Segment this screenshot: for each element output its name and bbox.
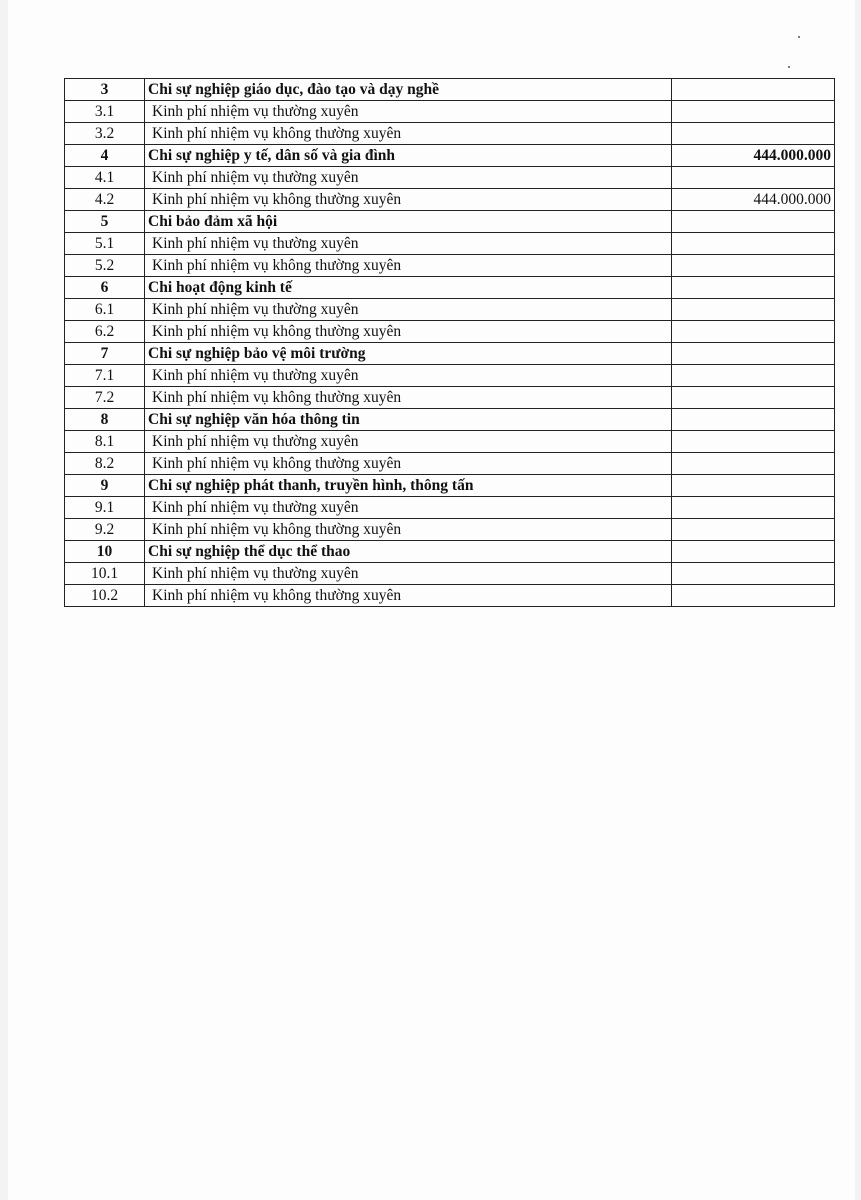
row-amount-cell (672, 299, 835, 321)
row-name-cell: Kinh phí nhiệm vụ thường xuyên (145, 299, 672, 321)
table-row (65, 563, 835, 585)
table-row (65, 123, 835, 145)
row-number-cell: 9 (65, 475, 145, 497)
row-amount-cell (672, 123, 835, 145)
row-name-cell: Kinh phí nhiệm vụ không thường xuyên (145, 387, 672, 409)
table-row (65, 585, 835, 607)
row-number-cell: 7.2 (65, 387, 145, 409)
row-name-cell: Kinh phí nhiệm vụ thường xuyên (145, 365, 672, 387)
row-name-cell: Kinh phí nhiệm vụ không thường xuyên (145, 255, 672, 277)
table-row (65, 299, 835, 321)
row-number-cell: 5.2 (65, 255, 145, 277)
row-number-cell: 10 (65, 541, 145, 563)
row-amount-cell (672, 233, 835, 255)
row-name-cell: Chi sự nghiệp phát thanh, truyền hình, thông tấn (145, 475, 672, 497)
table-row (65, 497, 835, 519)
row-amount-cell (672, 277, 835, 299)
row-number-cell: 3 (65, 79, 145, 101)
row-name-cell: Kinh phí nhiệm vụ thường xuyên (145, 233, 672, 255)
row-number-cell: 4.2 (65, 189, 145, 211)
row-number-cell: 10.1 (65, 563, 145, 585)
row-name-cell: Chi sự nghiệp bảo vệ môi trường (145, 343, 672, 365)
scan-speck (788, 66, 790, 68)
row-number-cell: 3.1 (65, 101, 145, 123)
row-number-cell: 6.2 (65, 321, 145, 343)
table-section-row (65, 541, 835, 563)
row-number-cell: 4 (65, 145, 145, 167)
budget-table-body (65, 79, 835, 607)
table-section-row (65, 409, 835, 431)
row-number-cell: 5.1 (65, 233, 145, 255)
row-name-cell: Chi hoạt động kinh tế (145, 277, 672, 299)
table-row (65, 255, 835, 277)
row-number-cell: 4.1 (65, 167, 145, 189)
row-number-cell: 9.1 (65, 497, 145, 519)
row-amount-cell (672, 475, 835, 497)
table-row (65, 453, 835, 475)
row-amount-cell (672, 497, 835, 519)
row-name-cell: Chi sự nghiệp thể dục thể thao (145, 541, 672, 563)
table-row (65, 431, 835, 453)
row-name-cell: Kinh phí nhiệm vụ không thường xuyên (145, 189, 672, 211)
row-amount-cell (672, 453, 835, 475)
row-name-cell: Chi sự nghiệp giáo dục, đào tạo và dạy nghề (145, 79, 672, 101)
table-section-row (65, 145, 835, 167)
row-amount-cell (672, 101, 835, 123)
row-name-cell: Chi sự nghiệp y tế, dân số và gia đình (145, 145, 672, 167)
row-number-cell: 8 (65, 409, 145, 431)
row-name-cell: Kinh phí nhiệm vụ thường xuyên (145, 101, 672, 123)
row-amount-cell (672, 585, 835, 607)
table-row (65, 233, 835, 255)
row-amount-cell (672, 541, 835, 563)
table-section-row (65, 475, 835, 497)
row-number-cell: 7.1 (65, 365, 145, 387)
row-name-cell: Kinh phí nhiệm vụ không thường xuyên (145, 453, 672, 475)
row-amount-cell (672, 519, 835, 541)
row-amount-cell (672, 387, 835, 409)
row-number-cell: 8.2 (65, 453, 145, 475)
row-name-cell: Kinh phí nhiệm vụ không thường xuyên (145, 321, 672, 343)
row-number-cell: 10.2 (65, 585, 145, 607)
row-name-cell: Kinh phí nhiệm vụ thường xuyên (145, 497, 672, 519)
table-row (65, 167, 835, 189)
row-name-cell: Chi bảo đảm xã hội (145, 211, 672, 233)
row-amount-cell (672, 321, 835, 343)
row-number-cell: 5 (65, 211, 145, 233)
table-section-row (65, 211, 835, 233)
table-row (65, 101, 835, 123)
row-name-cell: Kinh phí nhiệm vụ thường xuyên (145, 431, 672, 453)
row-number-cell: 6 (65, 277, 145, 299)
table-row (65, 519, 835, 541)
row-name-cell: Chi sự nghiệp văn hóa thông tin (145, 409, 672, 431)
row-number-cell: 7 (65, 343, 145, 365)
row-name-cell: Kinh phí nhiệm vụ không thường xuyên (145, 519, 672, 541)
row-amount-cell: 444.000.000 (672, 189, 835, 211)
row-amount-cell (672, 255, 835, 277)
table-row (65, 189, 835, 211)
table-row (65, 387, 835, 409)
row-amount-cell (672, 167, 835, 189)
table-row (65, 321, 835, 343)
row-amount-cell (672, 409, 835, 431)
budget-table (64, 78, 835, 607)
table-row (65, 365, 835, 387)
table-section-row (65, 343, 835, 365)
table-section-row (65, 277, 835, 299)
row-number-cell: 8.1 (65, 431, 145, 453)
row-amount-cell (672, 365, 835, 387)
row-number-cell: 3.2 (65, 123, 145, 145)
scan-speck (798, 36, 800, 38)
row-name-cell: Kinh phí nhiệm vụ thường xuyên (145, 167, 672, 189)
row-name-cell: Kinh phí nhiệm vụ không thường xuyên (145, 123, 672, 145)
row-number-cell: 6.1 (65, 299, 145, 321)
row-name-cell: Kinh phí nhiệm vụ thường xuyên (145, 563, 672, 585)
row-name-cell: Kinh phí nhiệm vụ không thường xuyên (145, 585, 672, 607)
row-number-cell: 9.2 (65, 519, 145, 541)
row-amount-cell (672, 79, 835, 101)
row-amount-cell (672, 563, 835, 585)
row-amount-cell (672, 431, 835, 453)
table-section-row (65, 79, 835, 101)
row-amount-cell (672, 211, 835, 233)
row-amount-cell (672, 343, 835, 365)
row-amount-cell: 444.000.000 (672, 145, 835, 167)
